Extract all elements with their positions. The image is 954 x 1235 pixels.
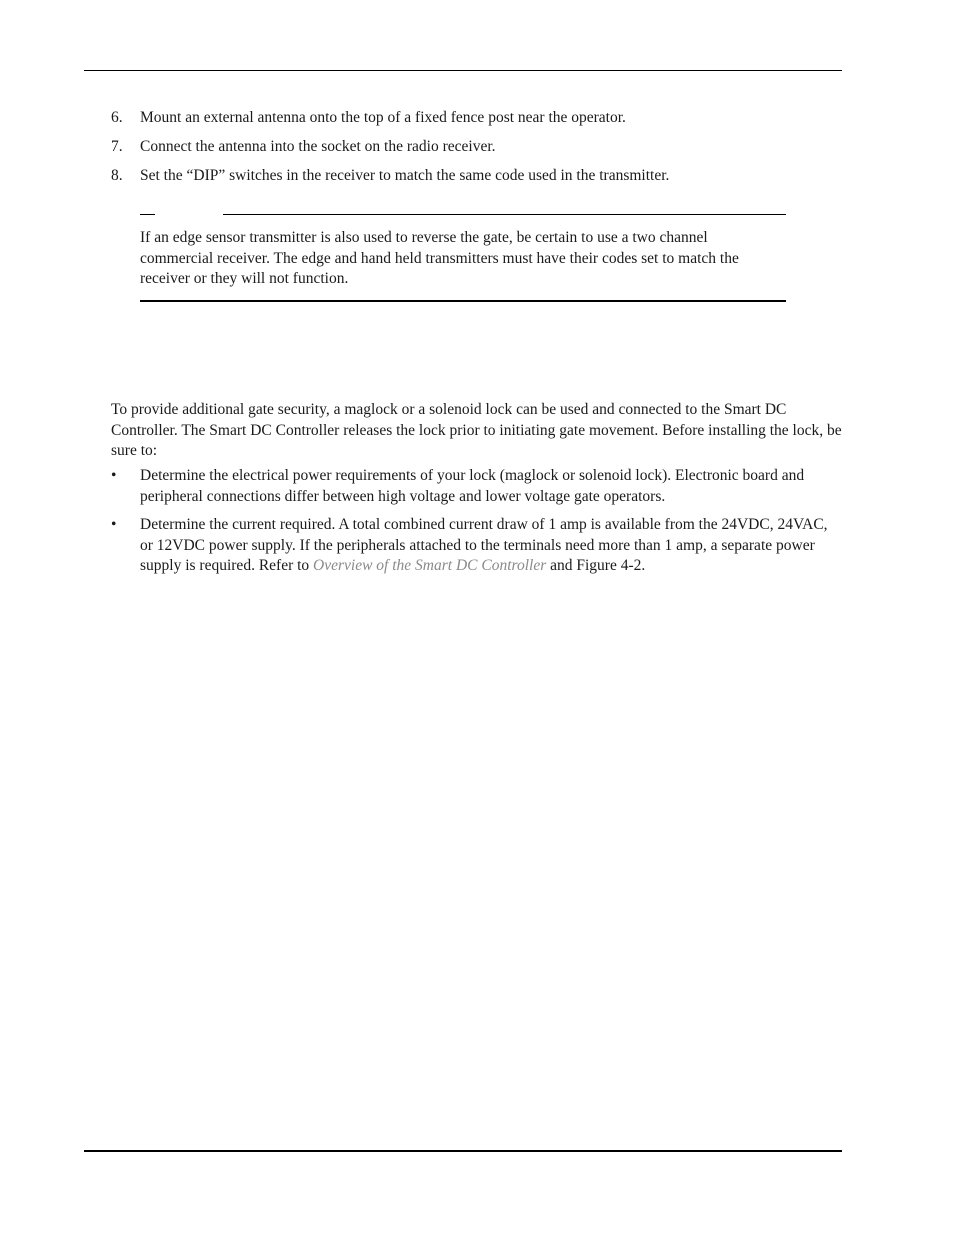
note-box bbox=[140, 214, 786, 302]
step-number: 6. bbox=[111, 109, 123, 126]
lock-requirements-list bbox=[111, 466, 842, 585]
footer-rule bbox=[84, 1150, 842, 1152]
installation-steps bbox=[111, 108, 841, 195]
note-bottom-rule bbox=[140, 300, 786, 302]
step-number: 8. bbox=[111, 167, 123, 184]
lock-intro-paragraph: To provide additional gate security, a maglock or a solenoid lock can be used and connected to the Smart DC Controller. The Smart DC Controller releases the lock prior to initiating gate movement. Before installing the lock, be sure to: bbox=[111, 401, 842, 459]
step-text: Set the “DIP” switches in the receiver to match the same code used in the transmitter. bbox=[140, 167, 670, 184]
note-top-rule bbox=[223, 214, 786, 215]
overview-link[interactable]: Overview of the Smart DC Controller bbox=[313, 557, 547, 574]
step-number: 7. bbox=[111, 138, 123, 155]
bullet-text-end: and Figure 4-2. bbox=[546, 557, 646, 574]
bullet-text: Determine the electrical power requirements of your lock (maglock or solenoid lock). Electronic board and peripheral connections differ between high voltage and lower voltage gate operators. bbox=[140, 467, 805, 505]
note-label-rule bbox=[140, 214, 155, 215]
step-text: Mount an external antenna onto the top of a fixed fence post near the operator. bbox=[140, 109, 626, 126]
step-6 bbox=[111, 108, 841, 128]
list-item bbox=[111, 466, 842, 507]
header-rule bbox=[84, 70, 842, 71]
step-8 bbox=[111, 166, 841, 186]
step-7 bbox=[111, 137, 841, 157]
list-item bbox=[111, 515, 842, 577]
note-text: If an edge sensor transmitter is also used to reverse the gate, be certain to use a two channel commercial receiver. The edge and hand held transmitters must have their codes set to match the receiver or they will not function. bbox=[140, 229, 739, 287]
bullet-icon: • bbox=[111, 516, 117, 533]
bullet-icon: • bbox=[111, 467, 117, 484]
bullet-text: Determine the current required. A total combined current draw of 1 amp is available from the 24VDC, 24VAC, or 12VDC power supply. If the peripherals attached to the terminals need more than 1 amp, a separate power supply is required. Refer to bbox=[140, 516, 828, 574]
step-text: Connect the antenna into the socket on the radio receiver. bbox=[140, 138, 496, 155]
